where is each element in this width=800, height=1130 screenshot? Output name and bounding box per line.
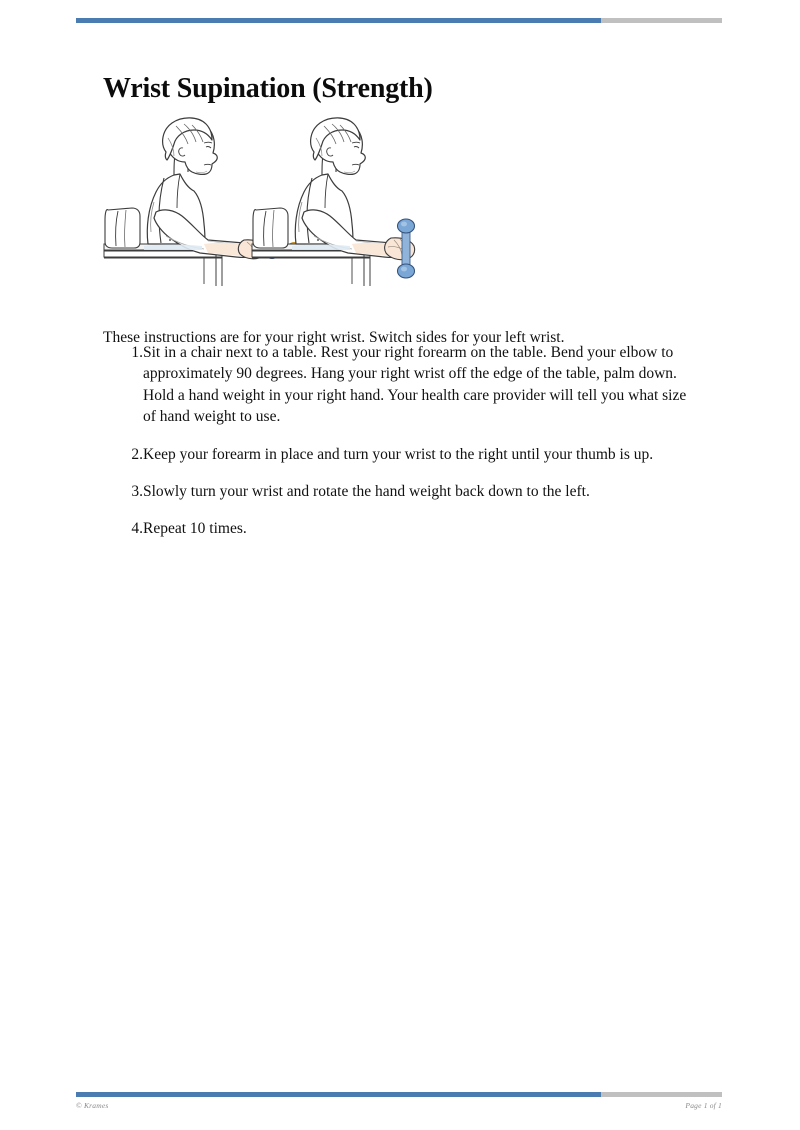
list-item (103, 342, 703, 428)
list-item-number: 2. (131, 445, 143, 463)
footer-page-indicator: Page 1 of 1 (685, 1101, 722, 1110)
list-item-number: 4. (131, 520, 143, 538)
footer-rule (76, 1092, 722, 1097)
footer-copyright: © Krames (76, 1101, 109, 1110)
list-item-number: 3. (131, 482, 143, 500)
intro-paragraph: These instructions are for your right wrist. Switch sides for your left wrist. (103, 328, 565, 346)
list-item (103, 481, 703, 502)
list-item-text: Sit in a chair next to a table. Rest your right forearm on the table. Bend your elbow to approximately 90 degrees. Hang your right wrist off the edge of the table, palm down. Hold a hand weight in your right hand. Your health care provider will tell you what size of hand weight to use. (143, 344, 687, 426)
list-item-number: 1. (131, 344, 143, 361)
list-item (103, 444, 703, 465)
exercise-illustration-svg (100, 110, 420, 290)
page-title: Wrist Supination (Strength) (103, 72, 433, 104)
header-rule-blue-segment (76, 18, 601, 23)
instruction-list (103, 342, 703, 556)
illustration-panel-start (104, 118, 303, 286)
list-item-text: Keep your forearm in place and turn your wrist to the right until your thumb is up. (143, 445, 654, 463)
list-item-text: Slowly turn your wrist and rotate the hand weight back down to the left. (143, 482, 590, 500)
list-item-text: Repeat 10 times. (143, 520, 247, 538)
illustration-panel-end (252, 118, 420, 286)
header-rule (76, 18, 722, 23)
list-item (103, 518, 703, 539)
header-rule-gray-segment (601, 18, 722, 23)
footer-rule-gray-segment (601, 1092, 722, 1097)
exercise-illustration (100, 110, 420, 290)
footer-rule-blue-segment (76, 1092, 601, 1097)
